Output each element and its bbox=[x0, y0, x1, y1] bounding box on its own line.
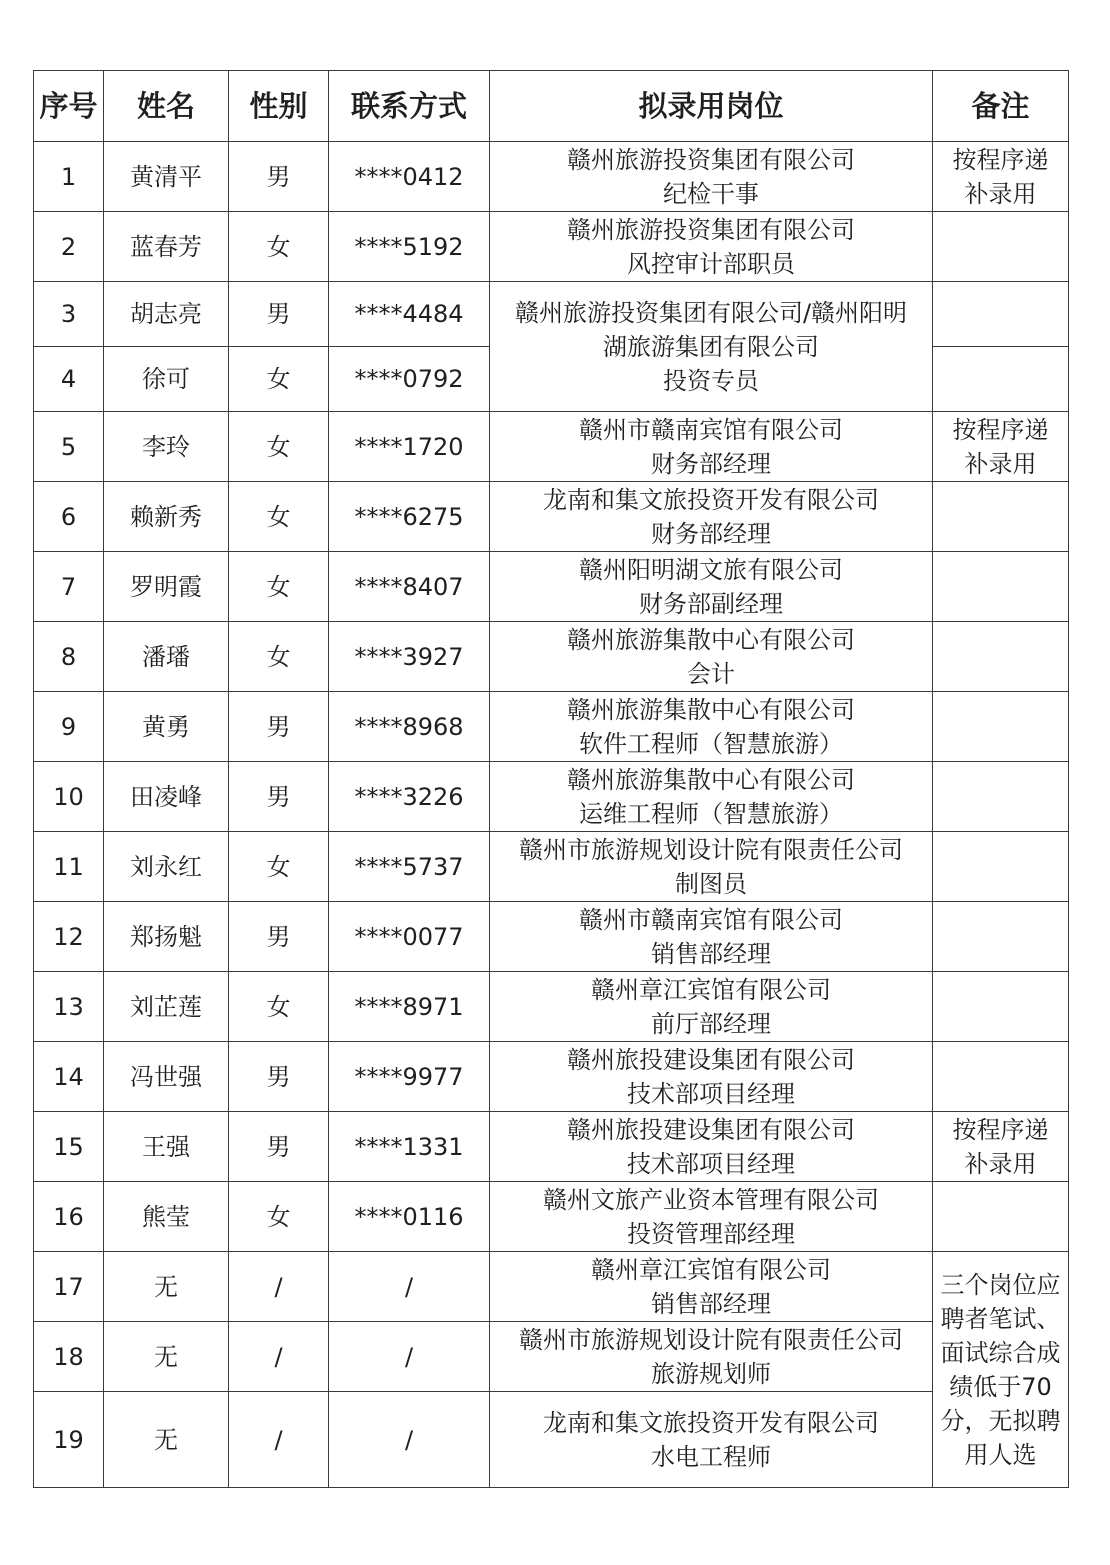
cell-no: 5 bbox=[34, 412, 104, 482]
position-line: 赣州旅游投资集团有限公司/赣州阳明 bbox=[514, 298, 908, 327]
cell-contact: / bbox=[329, 1252, 490, 1322]
cell-gender: 男 bbox=[229, 142, 329, 212]
cell-note bbox=[933, 622, 1069, 692]
header-gender: 性别 bbox=[229, 71, 329, 142]
position-line: 赣州旅游集散中心有限公司 bbox=[567, 765, 855, 794]
cell-position bbox=[490, 762, 933, 832]
cell-no: 17 bbox=[34, 1252, 104, 1322]
cell-position bbox=[490, 832, 933, 902]
position-line: 赣州旅游投资集团有限公司 bbox=[567, 145, 855, 174]
cell-gender: 女 bbox=[229, 412, 329, 482]
cell-position bbox=[490, 412, 933, 482]
position-line: 赣州章江宾馆有限公司 bbox=[591, 1255, 831, 1284]
cell-contact: ****0116 bbox=[329, 1182, 490, 1252]
cell-name: 熊莹 bbox=[104, 1182, 229, 1252]
header-contact: 联系方式 bbox=[329, 71, 490, 142]
cell-contact: / bbox=[329, 1392, 490, 1488]
position-line: 前厅部经理 bbox=[651, 1009, 771, 1038]
cell-gender: 女 bbox=[229, 482, 329, 552]
position-line: 赣州市赣南宾馆有限公司 bbox=[579, 415, 843, 444]
position-line: 赣州市旅游规划设计院有限责任公司 bbox=[519, 1325, 903, 1354]
table-row bbox=[34, 1392, 1069, 1488]
position-line: 软件工程师（智慧旅游） bbox=[579, 729, 843, 758]
cell-note: 按程序递补录用 bbox=[933, 412, 1069, 482]
cell-position bbox=[490, 622, 933, 692]
position-line: 赣州旅投建设集团有限公司 bbox=[567, 1045, 855, 1074]
position-line: 技术部项目经理 bbox=[627, 1079, 795, 1108]
cell-contact: ****8971 bbox=[329, 972, 490, 1042]
cell-name: 胡志亮 bbox=[104, 282, 229, 347]
header-note: 备注 bbox=[933, 71, 1069, 142]
cell-contact: ****0077 bbox=[329, 902, 490, 972]
header-row bbox=[34, 71, 1069, 142]
cell-position bbox=[490, 692, 933, 762]
table-row bbox=[34, 1252, 1069, 1322]
cell-name: 田凌峰 bbox=[104, 762, 229, 832]
position-line: 运维工程师（智慧旅游） bbox=[579, 799, 843, 828]
position-line: 赣州旅游投资集团有限公司 bbox=[567, 215, 855, 244]
table-row bbox=[34, 762, 1069, 832]
table-row bbox=[34, 832, 1069, 902]
cell-position bbox=[490, 1042, 933, 1112]
cell-gender: / bbox=[229, 1322, 329, 1392]
cell-name: 潘璠 bbox=[104, 622, 229, 692]
cell-contact: ****8968 bbox=[329, 692, 490, 762]
position-line: 技术部项目经理 bbox=[627, 1149, 795, 1178]
cell-name: 赖新秀 bbox=[104, 482, 229, 552]
cell-note bbox=[933, 552, 1069, 622]
cell-name: 郑扬魁 bbox=[104, 902, 229, 972]
header-name: 姓名 bbox=[104, 71, 229, 142]
cell-contact: ****3226 bbox=[329, 762, 490, 832]
cell-gender: 女 bbox=[229, 212, 329, 282]
cell-name: 徐可 bbox=[104, 347, 229, 412]
cell-no: 12 bbox=[34, 902, 104, 972]
cell-gender: 女 bbox=[229, 622, 329, 692]
cell-contact: ****0792 bbox=[329, 347, 490, 412]
cell-name: 黄清平 bbox=[104, 142, 229, 212]
header-no: 序号 bbox=[34, 71, 104, 142]
cell-contact: / bbox=[329, 1322, 490, 1392]
cell-no: 1 bbox=[34, 142, 104, 212]
cell-note bbox=[933, 972, 1069, 1042]
position-line: 财务部经理 bbox=[651, 449, 771, 478]
table-row bbox=[34, 902, 1069, 972]
cell-name: 黄勇 bbox=[104, 692, 229, 762]
cell-no: 13 bbox=[34, 972, 104, 1042]
cell-no: 10 bbox=[34, 762, 104, 832]
cell-gender: 男 bbox=[229, 1042, 329, 1112]
position-line: 水电工程师 bbox=[651, 1442, 771, 1471]
cell-contact: ****0412 bbox=[329, 142, 490, 212]
table-row bbox=[34, 552, 1069, 622]
cell-gender: 女 bbox=[229, 552, 329, 622]
position-line: 赣州阳明湖文旅有限公司 bbox=[579, 555, 843, 584]
cell-no: 4 bbox=[34, 347, 104, 412]
position-line: 赣州章江宾馆有限公司 bbox=[591, 975, 831, 1004]
position-line: 赣州旅投建设集团有限公司 bbox=[567, 1115, 855, 1144]
position-line: 财务部经理 bbox=[651, 519, 771, 548]
cell-name: 无 bbox=[104, 1392, 229, 1488]
table-row bbox=[34, 692, 1069, 762]
position-line: 湖旅游集团有限公司 bbox=[603, 332, 819, 361]
cell-name: 罗明霞 bbox=[104, 552, 229, 622]
cell-position bbox=[490, 482, 933, 552]
hiring-roster-table bbox=[33, 70, 1069, 1488]
cell-gender: 男 bbox=[229, 1112, 329, 1182]
position-line: 旅游规划师 bbox=[651, 1359, 771, 1388]
cell-note bbox=[933, 347, 1069, 412]
position-line: 风控审计部职员 bbox=[627, 249, 795, 278]
cell-note bbox=[933, 1042, 1069, 1112]
position-line: 赣州市赣南宾馆有限公司 bbox=[579, 905, 843, 934]
cell-name: 蓝春芳 bbox=[104, 212, 229, 282]
cell-gender: 女 bbox=[229, 972, 329, 1042]
cell-no: 7 bbox=[34, 552, 104, 622]
table-row bbox=[34, 412, 1069, 482]
cell-name: 刘永红 bbox=[104, 832, 229, 902]
cell-no: 18 bbox=[34, 1322, 104, 1392]
cell-position bbox=[490, 902, 933, 972]
cell-note: 按程序递补录用 bbox=[933, 142, 1069, 212]
position-line: 龙南和集文旅投资开发有限公司 bbox=[543, 1408, 879, 1437]
cell-position bbox=[490, 1182, 933, 1252]
cell-name: 李玲 bbox=[104, 412, 229, 482]
header-position: 拟录用岗位 bbox=[490, 71, 933, 142]
table-row bbox=[34, 1322, 1069, 1392]
table-row bbox=[34, 1112, 1069, 1182]
cell-note bbox=[933, 692, 1069, 762]
cell-no: 19 bbox=[34, 1392, 104, 1488]
position-line: 投资管理部经理 bbox=[627, 1219, 795, 1248]
cell-gender: 女 bbox=[229, 1182, 329, 1252]
cell-position bbox=[490, 1322, 933, 1392]
position-line: 赣州旅游集散中心有限公司 bbox=[567, 625, 855, 654]
cell-position bbox=[490, 282, 933, 412]
cell-note bbox=[933, 832, 1069, 902]
cell-no: 16 bbox=[34, 1182, 104, 1252]
cell-gender: 男 bbox=[229, 762, 329, 832]
cell-contact: ****5192 bbox=[329, 212, 490, 282]
cell-note bbox=[933, 282, 1069, 347]
table-row bbox=[34, 1042, 1069, 1112]
position-line: 纪检干事 bbox=[663, 179, 759, 208]
position-line: 销售部经理 bbox=[651, 939, 771, 968]
table-row bbox=[34, 622, 1069, 692]
cell-note bbox=[933, 902, 1069, 972]
cell-no: 9 bbox=[34, 692, 104, 762]
cell-position bbox=[490, 1392, 933, 1488]
cell-no: 11 bbox=[34, 832, 104, 902]
cell-no: 15 bbox=[34, 1112, 104, 1182]
cell-position bbox=[490, 972, 933, 1042]
cell-note bbox=[933, 482, 1069, 552]
cell-position bbox=[490, 1112, 933, 1182]
cell-no: 6 bbox=[34, 482, 104, 552]
cell-gender: 男 bbox=[229, 282, 329, 347]
table-row bbox=[34, 1182, 1069, 1252]
table-row bbox=[34, 142, 1069, 212]
position-line: 赣州文旅产业资本管理有限公司 bbox=[543, 1185, 879, 1214]
cell-no: 2 bbox=[34, 212, 104, 282]
cell-gender: 男 bbox=[229, 692, 329, 762]
position-line: 赣州旅游集散中心有限公司 bbox=[567, 695, 855, 724]
cell-position bbox=[490, 552, 933, 622]
cell-note: 三个岗位应聘者笔试、面试综合成绩低于70分，无拟聘用人选 bbox=[933, 1252, 1069, 1488]
position-line: 龙南和集文旅投资开发有限公司 bbox=[543, 485, 879, 514]
table-row bbox=[34, 972, 1069, 1042]
position-line: 投资专员 bbox=[663, 366, 759, 395]
cell-no: 3 bbox=[34, 282, 104, 347]
cell-no: 14 bbox=[34, 1042, 104, 1112]
cell-name: 刘芷莲 bbox=[104, 972, 229, 1042]
cell-position bbox=[490, 212, 933, 282]
cell-gender: / bbox=[229, 1392, 329, 1488]
roster-body bbox=[34, 142, 1069, 1488]
cell-contact: ****8407 bbox=[329, 552, 490, 622]
cell-contact: ****5737 bbox=[329, 832, 490, 902]
cell-contact: ****1720 bbox=[329, 412, 490, 482]
cell-contact: ****9977 bbox=[329, 1042, 490, 1112]
cell-note: 按程序递补录用 bbox=[933, 1112, 1069, 1182]
cell-position bbox=[490, 142, 933, 212]
position-line: 财务部副经理 bbox=[639, 589, 783, 618]
position-line: 赣州市旅游规划设计院有限责任公司 bbox=[519, 835, 903, 864]
position-line: 销售部经理 bbox=[651, 1289, 771, 1318]
cell-gender: 女 bbox=[229, 347, 329, 412]
cell-note bbox=[933, 212, 1069, 282]
cell-contact: ****4484 bbox=[329, 282, 490, 347]
cell-name: 无 bbox=[104, 1322, 229, 1392]
table-row bbox=[34, 282, 1069, 347]
cell-gender: / bbox=[229, 1252, 329, 1322]
cell-name: 无 bbox=[104, 1252, 229, 1322]
cell-name: 王强 bbox=[104, 1112, 229, 1182]
position-line: 制图员 bbox=[675, 869, 747, 898]
table-row bbox=[34, 212, 1069, 282]
cell-contact: ****3927 bbox=[329, 622, 490, 692]
position-line: 会计 bbox=[687, 659, 735, 688]
cell-note bbox=[933, 762, 1069, 832]
cell-contact: ****6275 bbox=[329, 482, 490, 552]
cell-contact: ****1331 bbox=[329, 1112, 490, 1182]
cell-position bbox=[490, 1252, 933, 1322]
cell-name: 冯世强 bbox=[104, 1042, 229, 1112]
cell-gender: 女 bbox=[229, 832, 329, 902]
cell-no: 8 bbox=[34, 622, 104, 692]
cell-note bbox=[933, 1182, 1069, 1252]
table-row bbox=[34, 482, 1069, 552]
cell-gender: 男 bbox=[229, 902, 329, 972]
